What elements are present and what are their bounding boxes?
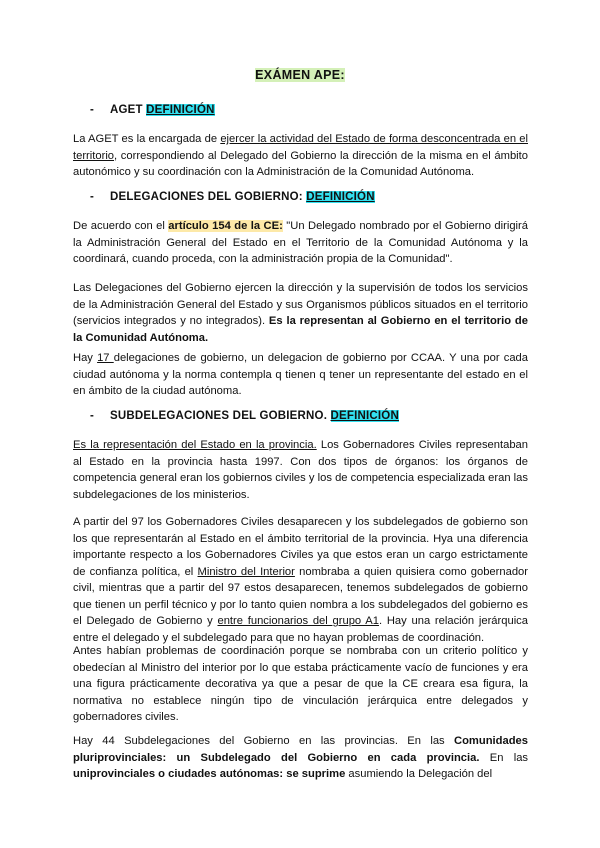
text-run: Las Delegaciones del Gobierno ejercen la dirección y la supervisión de todos los servicios de la Administración General del Estado y sus Organismos públicos situados en el territorio (servicios integrados y no integrados).	[73, 282, 528, 327]
text-run: A partir del 97 los Gobernadores Civiles desaparecen y los subdelegados de gobierno son los que representarán al Estado en el ámbito territorial de la provincia. Hya una diferencia importante respecto a los Gobernadores Civiles ya que estos eran un cargo estrictamente de confianza política, el	[73, 516, 528, 578]
paragraph-subdelegaciones-1	[73, 437, 528, 503]
definicion-tag: DEFINICIÓN	[306, 191, 375, 203]
heading-aget	[90, 104, 215, 116]
underlined-run: 17	[97, 352, 114, 364]
underlined-run: Ministro del Interior	[197, 565, 295, 578]
bullet-dash: -	[90, 191, 95, 203]
text-run: Los Gobernadores Civiles representaban al Estado en la provincia hasta 1997. Con dos tipos de órganos: los órganos de competencia general eran los gobiernos civiles y los de competencia especializada eran las subdelegaciones de los ministerios.	[73, 439, 528, 501]
underlined-run: Es la representación del Estado en la provincia.	[73, 439, 317, 451]
text-run: delegaciones de gobierno, un delegacion de gobierno por CCAA. Y una por cada ciudad autónoma y la norma contempla q tienen q tener un representante del estado en el en ámbito de la ciudad autónoma.	[73, 352, 528, 397]
text-run: Hay 44 Subdelegaciones del Gobierno en las provincias. En las	[73, 735, 455, 747]
heading-subdelegaciones	[90, 410, 399, 422]
text-run: "Un Delegado nombrado por el Gobierno dirigirá la Administración General del Estado en el Territorio de la Comunidad Autónoma y la coordinará, cuando proceda, con la administración propia de la Comunidad".	[73, 220, 528, 265]
text-run: . Hay una relación jerárquica entre el delegado y el subdelegado para que no hayan problemas de coordinación.	[73, 615, 528, 644]
text-run: nombraba a quien quisiera como gobernador civil, mientras que a partir del 97 estos desaparecen, tenemos subdelegados de gobierno que tienen un perfil técnico y por lo tanto quien nombra a los subdelegados del gobierno es el Delegado de Gobierno y	[73, 565, 528, 627]
heading-subdelegaciones-text: SUBDELEGACIONES DEL GOBIERNO.	[110, 410, 328, 422]
paragraph-subdelegaciones-4	[73, 733, 528, 783]
paragraph-subdelegaciones-2	[73, 514, 528, 646]
bold-run: Es la representan al Gobierno en el territorio de la Comunidad Autónoma.	[73, 315, 528, 344]
text-run: , correspondiendo al Delegado del Gobierno la dirección de la misma en el ámbito autonómico y su coordinación con la Administración de la Comunidad Autónoma.	[73, 149, 528, 178]
text-run: En las	[479, 751, 529, 764]
highlighted-run: artículo 154 de la CE:	[168, 220, 283, 232]
paragraph-delegaciones-3	[73, 350, 528, 400]
text-run: De acuerdo con el	[73, 220, 169, 232]
paragraph-delegaciones-2	[73, 280, 528, 346]
heading-delegaciones-text: DELEGACIONES DEL GOBIERNO:	[110, 191, 303, 203]
paragraph-delegaciones-1	[73, 218, 528, 268]
bullet-dash: -	[90, 104, 95, 116]
paragraph-subdelegaciones-3: Antes habían problemas de coordinación porque se nombraba con un criterio político y obedecían al Ministro del interior por lo que estaba prácticamente vacío de funciones y era una figura prácticamente decorativa ya que a pesar de que la CE creara esa figura, la normativa no establece ningún tipo de vinculación jerárquica entre delegados y gobernadores civiles.	[73, 645, 528, 723]
heading-aget-text: AGET	[110, 104, 143, 116]
text-run: La AGET es la encargada de	[73, 133, 221, 145]
text-run: asumiendo la Delegación del	[345, 768, 493, 780]
definicion-tag: DEFINICIÓN	[146, 104, 215, 116]
text-run: Hay	[73, 352, 98, 364]
page-title	[0, 68, 600, 82]
heading-delegaciones	[90, 191, 375, 203]
title-text: EXÁMEN APE:	[255, 68, 345, 82]
underlined-run: ejercer la actividad del Estado de forma desconcentrada en el territorio	[73, 133, 528, 162]
underlined-run: entre funcionarios del grupo A1	[217, 615, 379, 627]
paragraph-aget	[73, 131, 528, 181]
bold-run: Comunidades pluriprovinciales: un Subdelegado del Gobierno en cada provincia.	[73, 735, 528, 764]
bullet-dash: -	[90, 410, 95, 422]
definicion-tag: DEFINICIÓN	[330, 410, 399, 422]
bold-run: uniprovinciales o ciudades autónomas: se suprime	[73, 768, 346, 780]
